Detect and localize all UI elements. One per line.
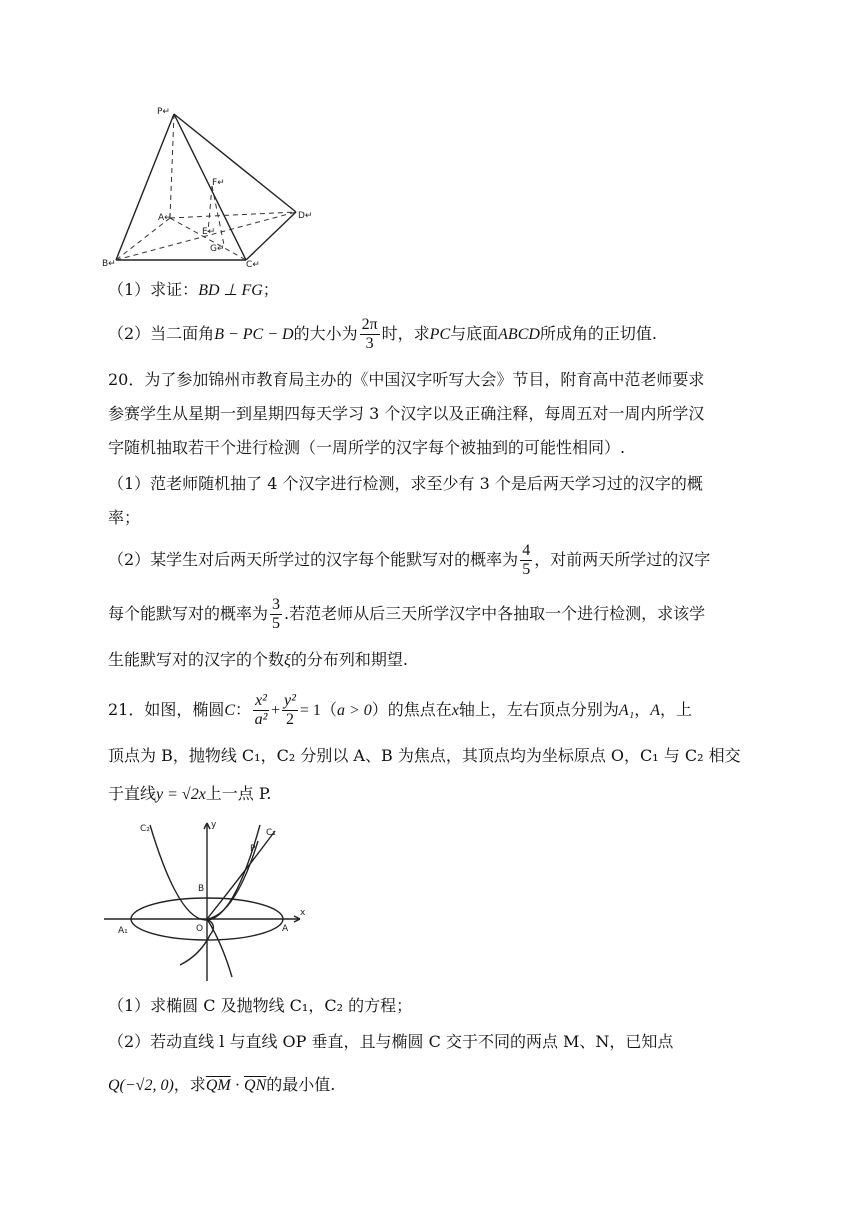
label-E: E↵ xyxy=(202,227,216,237)
label-A: A↵ xyxy=(158,213,172,223)
q21-part1: （1）求椭圆 C 及抛物线 C₁，C₂ 的方程； xyxy=(108,996,413,1015)
label-G: G↵ xyxy=(210,244,225,254)
label-F: F↵ xyxy=(212,178,225,188)
q20-line5: 率； xyxy=(108,508,141,527)
fraction-x2-a2: $\frac{\text{x²}}{\text{a²}}$ xyxy=(254,692,268,728)
label-C: C↵ xyxy=(246,260,260,270)
q20-line3: 字随机抽取若干个进行检测（一周所学的汉字每个被抽到的可能性相同）. xyxy=(108,438,626,457)
q20-line4: （1）范老师随机抽了 4 个汉字进行检测，求至少有 3 个是后两天学习过的汉字的概 xyxy=(108,474,703,493)
label-P2: P xyxy=(250,844,256,854)
label-A2: A xyxy=(282,924,289,934)
q21-line2: 顶点为 B，抛物线 C₁，C₂ 分别以 A、B 为焦点，其顶点均为坐标原点 O，C₁ 与 C₂ 相交 xyxy=(108,746,741,765)
label-D: D↵ xyxy=(298,211,313,221)
label-y: y xyxy=(211,820,217,830)
label-B2: B xyxy=(198,884,205,894)
label-A1: A₁ xyxy=(118,926,128,936)
q20-line7: 每个能默写对的概率为 $\frac{3}{5}$ .若范老师从后三天所学汉字中各抽取一个进行检测，求该学 xyxy=(108,596,706,632)
fraction-4-5: $\frac{4}{5}$ xyxy=(522,542,531,578)
fraction-y2-2: $\frac{\text{y²}}{2}$ xyxy=(284,692,296,728)
fraction-3-5: $\frac{3}{5}$ xyxy=(272,596,281,632)
label-x: x xyxy=(300,908,306,918)
ellipse-figure xyxy=(100,815,310,985)
q21-line3: 于直线y = √2x上一点 P. xyxy=(108,784,272,803)
q21-part2: （2）若动直线 l 与直线 OP 垂直，且与椭圆 C 交于不同的两点 M、N，已知点 xyxy=(108,1032,674,1051)
label-O: O xyxy=(196,924,204,934)
q21-line1: 21．如图，椭圆C： $\frac{\text{x²}}{\text{a²}}$ + $\frac{\text{y²}}{2}$ = 1（a > 0）的焦点在x轴上，左右顶点分别为A₁，A，上 xyxy=(108,692,693,728)
q19-part2: （2）当二面角B − PC − D的大小为 $\frac{2\pi}{3}$ 时，求PC与底面ABCD所成角的正切值. xyxy=(108,316,658,352)
label-C1: C₁ xyxy=(266,828,276,838)
pyramid-diagram xyxy=(100,100,330,270)
q20-line6: （2）某学生对后两天所学过的汉字每个能默写对的概率为 $\frac{4}{5}$ ，对前两天所学过的汉字 xyxy=(108,542,711,578)
q21-part2-cont: Q(−√2, 0)，求$\overline{QM} \cdot \overline{QN}$的最小值. xyxy=(108,1075,336,1094)
pyramid-figure xyxy=(100,100,330,270)
q20-line2: 参赛学生从星期一到星期四每天学习 3 个汉字以及正确注释，每周五对一周内所学汉 xyxy=(108,404,705,423)
q19-part1: （1）求证：BD ⊥ FG； xyxy=(108,280,279,299)
label-B: B↵ xyxy=(102,259,116,269)
label-P: P↵ xyxy=(157,107,170,117)
q20-line1: 20．为了参加锦州市教育局主办的《中国汉字听写大会》节目，附育高中范老师要求 xyxy=(108,370,705,389)
fraction-2pi-3: $\frac{2\pi}{3}$ xyxy=(361,316,378,352)
q20-line8: 生能默写对的汉字的个数ξ的分布列和期望. xyxy=(108,650,408,669)
ellipse-diagram xyxy=(100,815,310,985)
label-C2: C₂ xyxy=(140,824,150,834)
